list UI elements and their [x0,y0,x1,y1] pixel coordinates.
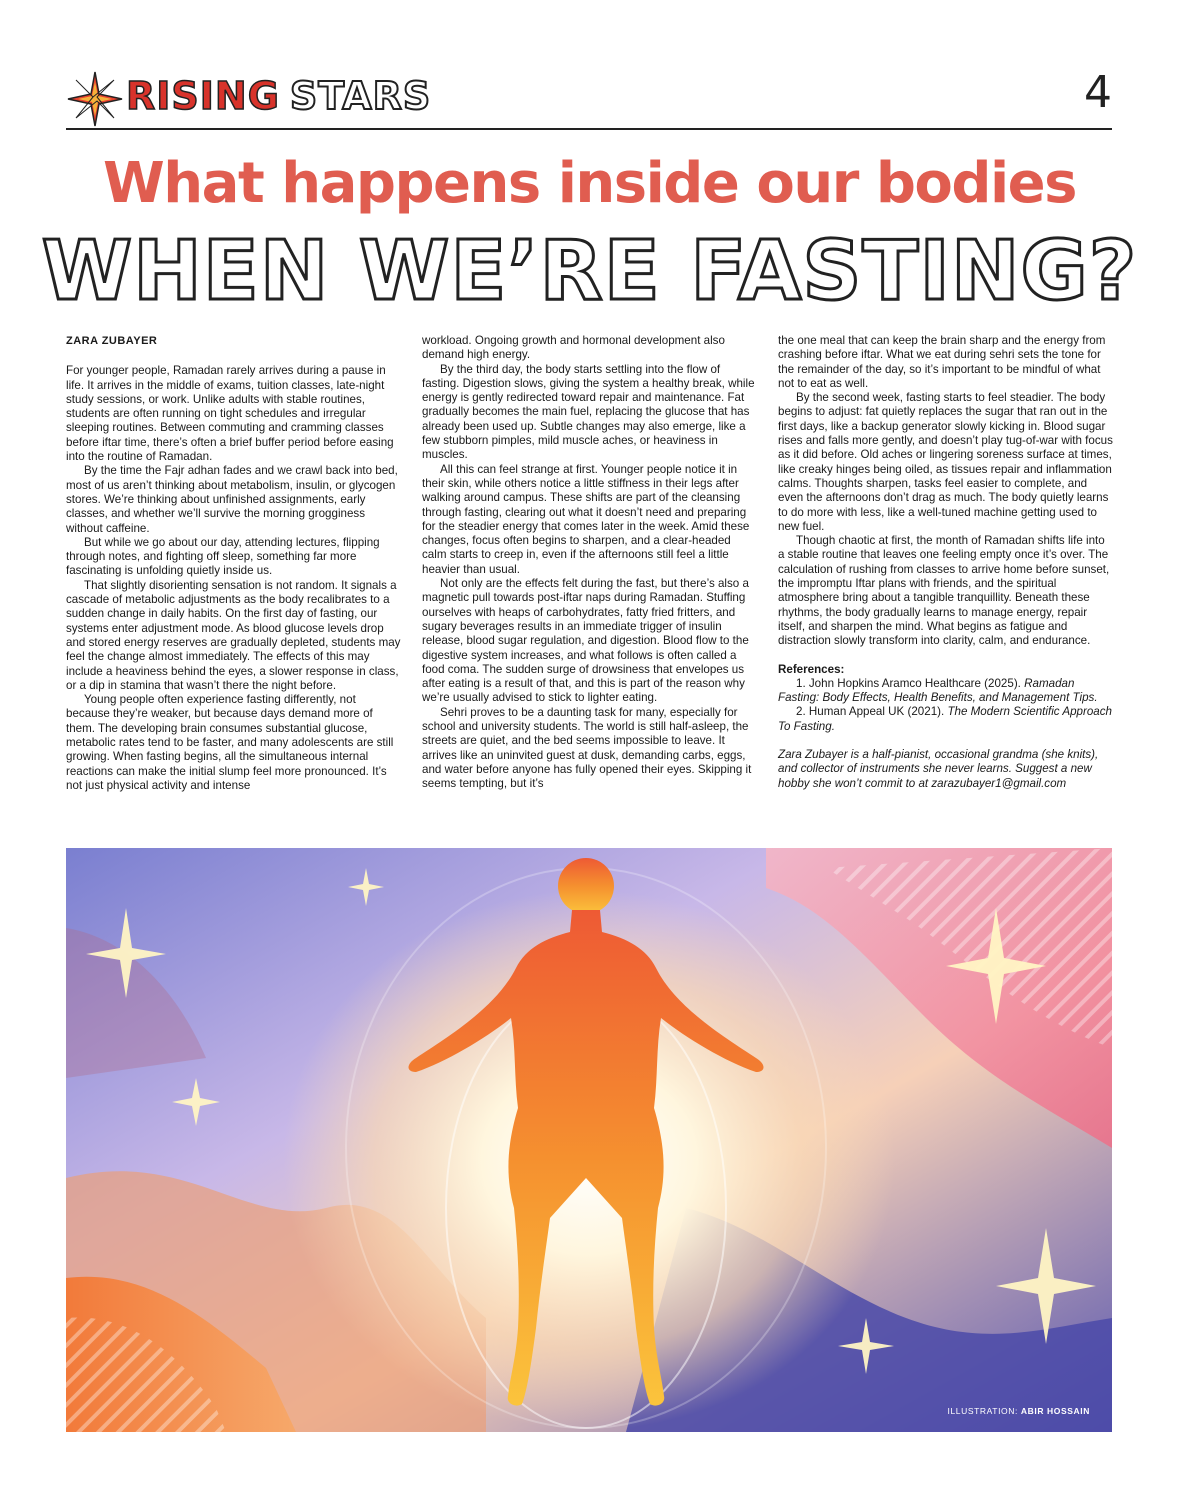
references-heading: References: [778,662,845,676]
paragraph: For younger people, Ramadan rarely arrives during a pause in life. It arrives in the middle of exams, tuition classes, late-night study sessions, or work. Unlike adults with stable routines, students are often running on tight schedules and irregular sleeping routines. Between commuting and cramming classes before iftar time, there’s often a brief buffer period before easing into the routine of Ramadan. [66,364,394,464]
paragraph: By the second week, fasting starts to feel steadier. The body begins to adjust: fat quietly replaces the sugar that ran out in the first days, like a backup generator slowly kicking in. Blood sugar rises and falls more gently, and doesn’t play tug-of-war with focus as it did before. Old aches or lingering soreness surface at times, like creaky hinges being oiled, as tissues repair and inflammation calms. Thoughts sharpen, tasks feel easier to complete, and even the afternoons don’t drag as much. The body quietly learns to do more with less, like a well-tuned machine getting used to new fuel. [778,391,1113,533]
reference-item [778,705,1114,734]
brand-word-stars: STARS [289,74,432,118]
page-number: 4 [1084,67,1112,118]
illustrator-name: ABIR HOSSAIN [1020,1406,1090,1416]
brand-wordmark [126,72,431,120]
paragraph: Though chaotic at first, the month of Ramadan shifts life into a stable routine that leaves one feeling empty once it’s over. The calculation of rushing from classes to arrive home before sunset, the impromptu Iftar plans with friends, and the spiritual atmosphere bring about a tangible tranquillity. Beneath these rhythms, the body gradually learns to manage energy, repair itself, and sharpen the mind. What begins as fatigue and distraction slowly transform into clarity, calm, and endurance. [778,534,1110,648]
header-rule [66,128,1112,130]
paragraph: That slightly disorienting sensation is not random. It signals a cascade of metabolic adjustments as the body recalibrates to a sudden change in daily habits. On the first day of fasting, our systems enter adjustment mode. As blood glucose levels drop and stored energy reserves are gradually depleted, students may feel the change almost immediately. The effects of this may include a heaviness behind the eyes, a slower response in class, or a dip in stamina that wasn’t there the night before. [66,578,401,692]
byline: ZARA ZUBAYER [66,335,158,347]
reference-item [778,677,1114,706]
paragraph: workload. Ongoing growth and hormonal development also demand high energy. [422,334,725,362]
paragraph: By the third day, the body starts settling into the flow of fasting. Digestion slows, giving the system a healthy break, while energy is gently redirected toward repair and maintenance. Fat gradually becomes the main fuel, replacing the glucose that has already been used up. Subtle changes may also emerge, like a few stubborn pimples, mild muscle aches, or heaviness in muscles. [422,362,755,462]
paragraph: the one meal that can keep the brain sharp and the energy from crashing before iftar. What we eat during sehri sets the tone for the remainder of the day, so it’s important to be mindful of what not to eat as well. [778,334,1106,390]
paragraph: All this can feel strange at first. Younger people notice it in their skin, while others notice a little stiffness in their legs after walking around campus. These shifts are part of the cleansing through fasting, clearing out what it doesn’t need and preparing for the steadier energy that comes later in the week. Amid these changes, focus often begins to sharpen, and a clear-headed calm starts to creep in, even if the afternoons still feel a little heavier than usual. [422,462,750,576]
author-bio: Zara Zubayer is a half-pianist, occasional grandma (she knits), and collector of instruments she never learns. Suggest a new hobby she won’t commit to at zarazubayer1@gmail.com [778,748,1099,790]
illustration-credit-label: ILLUSTRATION: [947,1406,1021,1416]
paragraph: Young people often experience fasting differently, not because they’re weaker, but because days demand more of them. The developing brain consumes substantial glucose, metabolic rates tend to be faster, and many adolescents are still growing. When fasting begins, all the simultaneous internal reactions can make the initial slump feel more pronounced. It’s not just physical activity and intense [66,693,394,792]
paragraph: Not only are the effects felt during the fast, but there’s also a magnetic pull towards post-iftar naps during Ramadan. Stuffing ourselves with heaps of carbohydrates, fatty fried fritters, and sugary beverages results in an immediate trigger of insulin release, blood sugar regulation, and digestion. Blood flow to the digestive system increases, and what follows is often called a food coma. The sudden surge of drowsiness that envelopes us after eating is a result of that, and this is part of the reason why we’re usually advised to stick to lighter eating. [422,577,749,705]
illustration-artwork [66,848,1112,1432]
brand-word-rising: RISING [126,74,280,118]
headline-line-1: What happens inside our bodies [103,151,1076,216]
reference-title: The Modern Scientific Approach To Fasting. [778,705,1112,733]
paragraph: But while we go about our day, attending lectures, flipping through notes, and fighting off sleep, something far more fascinating is unfolding quietly inside us. [66,535,380,578]
references-heading-text: References [778,662,841,676]
reference-source: 2. Human Appeal UK (2021). [796,705,948,719]
reference-source: 1. John Hopkins Aramco Healthcare (2025). [796,676,1025,690]
article-column-2 [422,334,758,792]
paragraph: Sehri proves to be a daunting task for many, especially for school and university students. The world is still half-asleep, the streets are quiet, and the bed seems impossible to leave. It arrives like an uninvited guest at dusk, demanding carbs, eggs, and water before anyone has fully opened their eyes. Skipping it seems tempting, but it’s [422,705,752,791]
paragraph: By the time the Fajr adhan fades and we crawl back into bed, most of us aren’t thinking about metabolism, insulin, or glycogen stores. We’re thinking about unfinished assignments, early classes, and whether we’ll survive the morning grogginess without caffeine. [66,464,398,535]
reference-title: Ramadan Fasting: Body Effects, Health Benefits, and Management Tips. [778,676,1098,705]
fasting-illustration [66,848,1112,1432]
article-column-1 [66,334,402,793]
masthead [66,62,1112,130]
star-logo-icon [66,70,124,128]
article-column-3 [778,334,1114,791]
headline-line-2: WHEN WE’RE FASTING? [41,224,1138,319]
illustration-credit [948,1406,1091,1416]
